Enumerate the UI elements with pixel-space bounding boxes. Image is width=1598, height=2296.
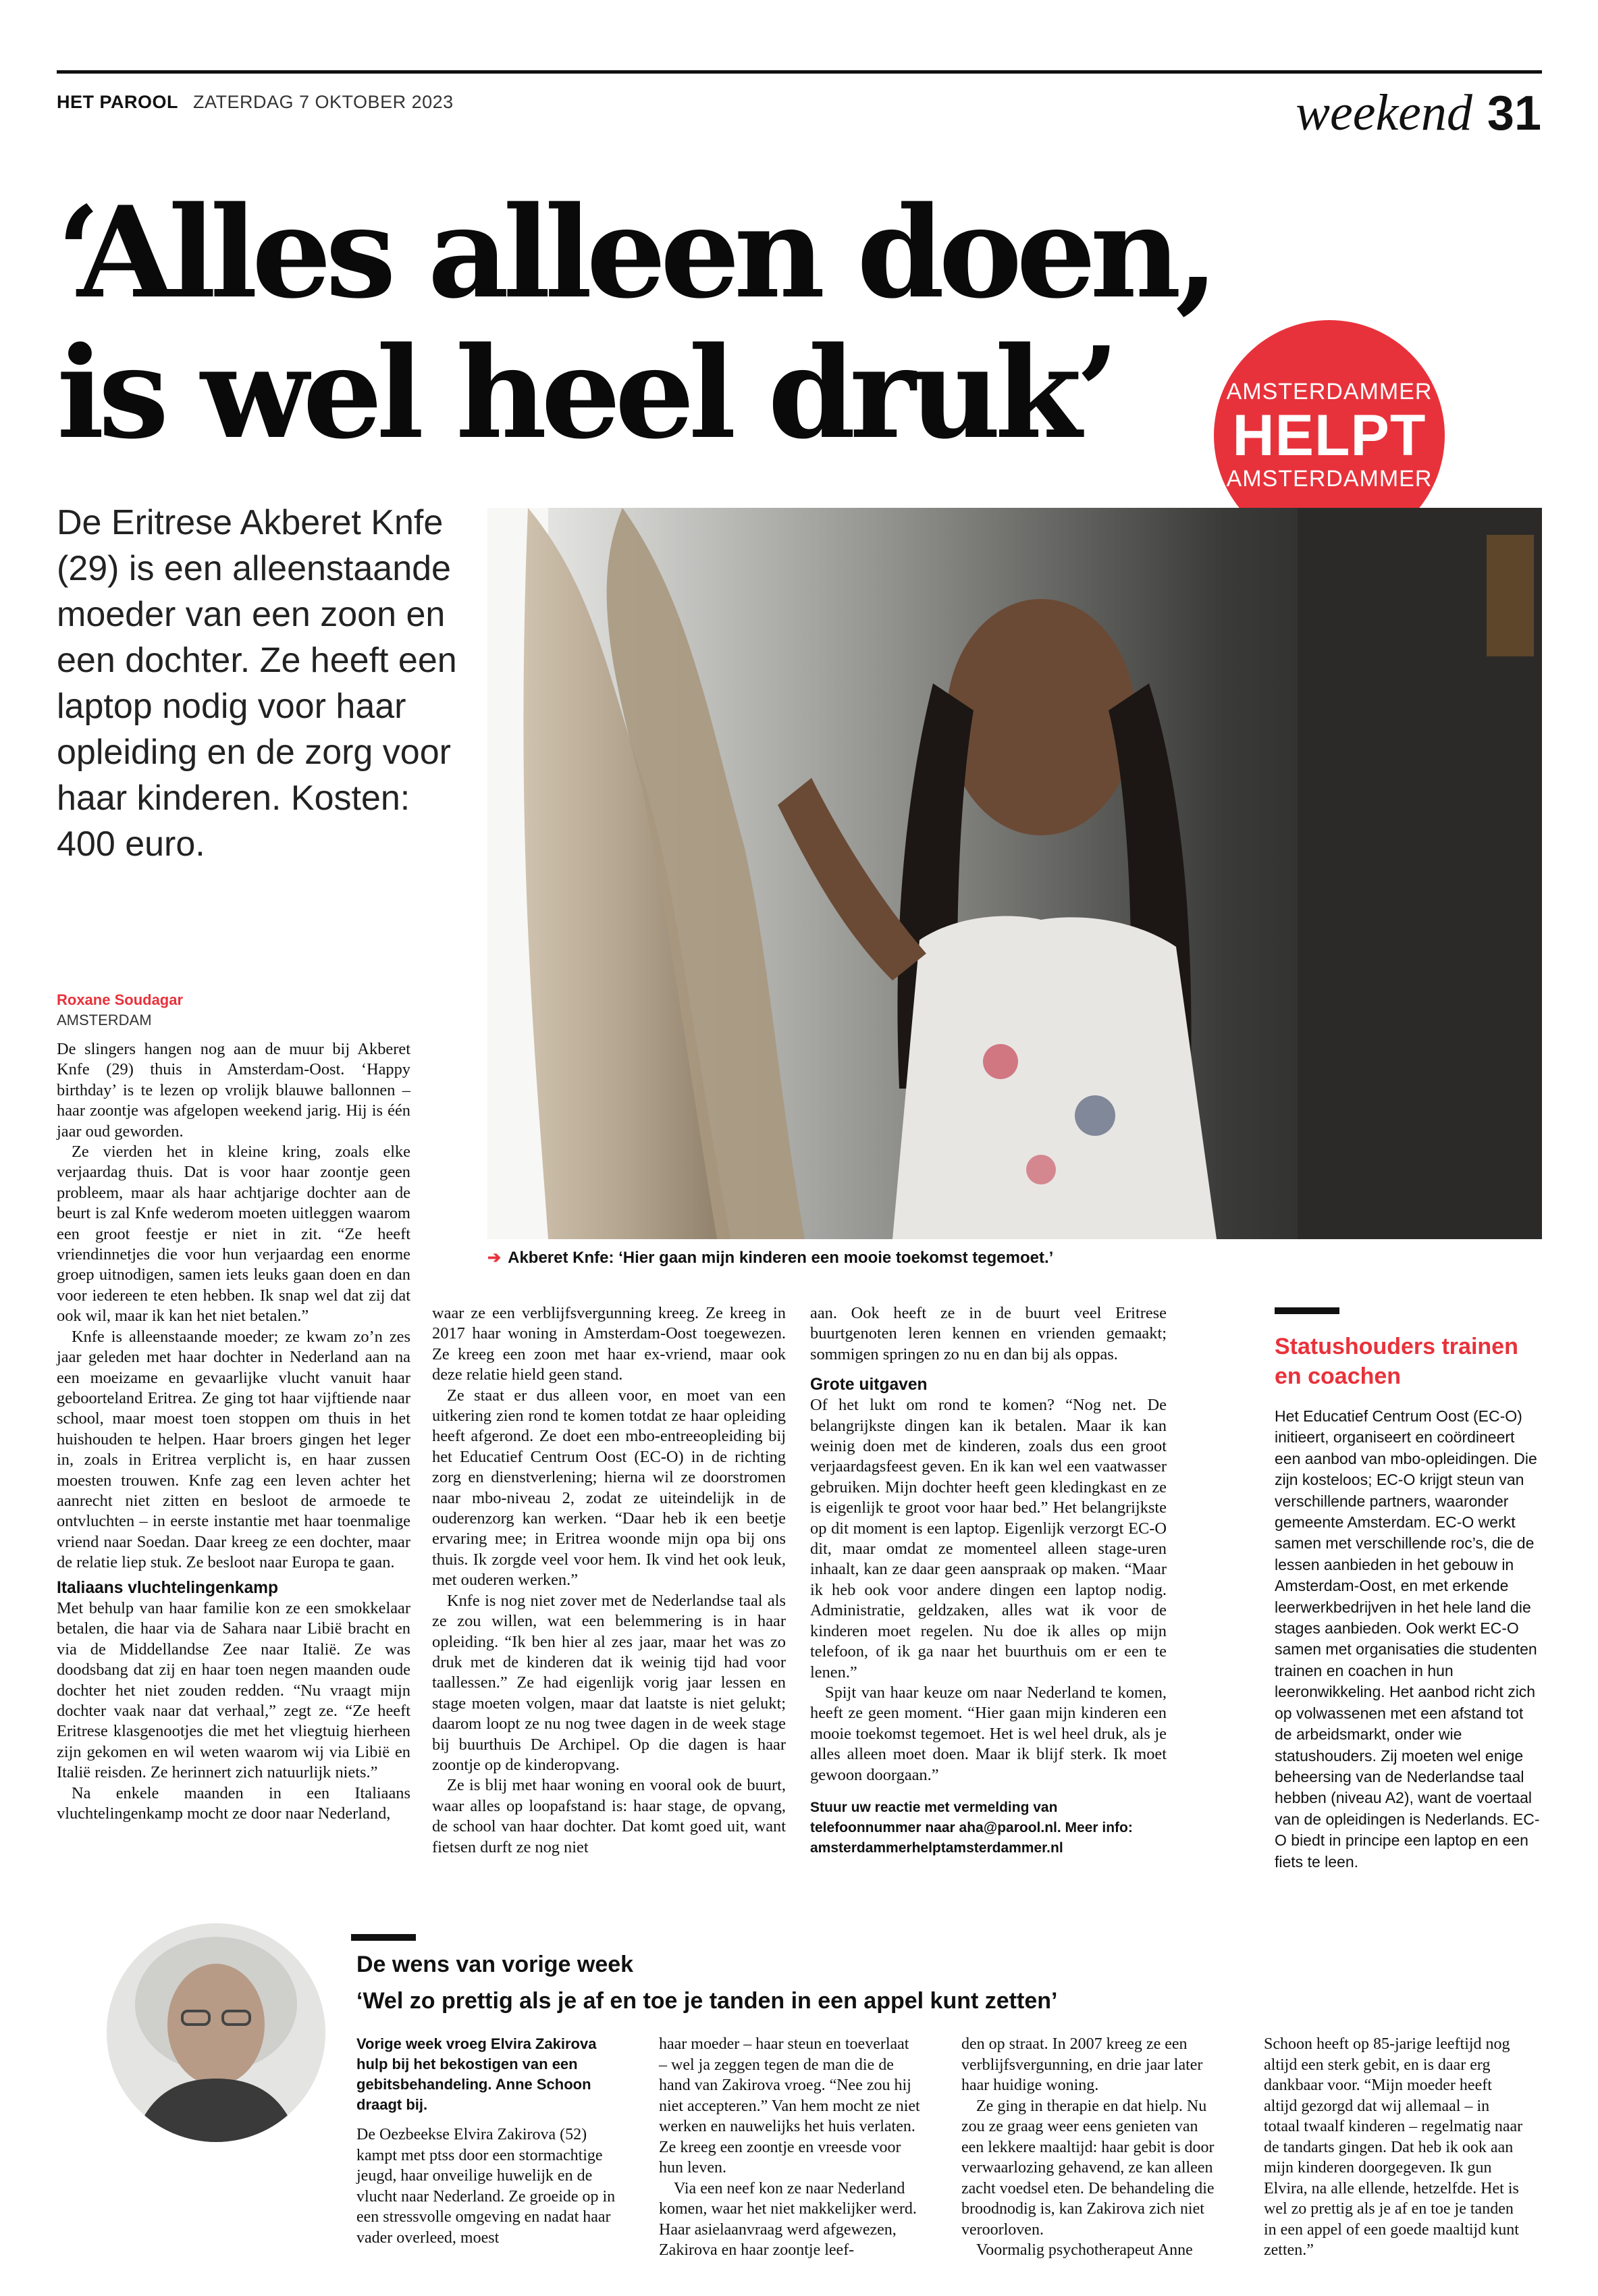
paragraph: Of het lukt om rond te komen? “Nog net. De belangrijkste dingen kan ik betalen. Maar ik kan weinig doen met de kinderen, zoals dus een groot verjaardagsfeest geven. En ik kan wel een vaatwasser gebruiken. Mijn dochter heeft geen kledingkast en ze is eigenlijk te groot voor haar bed.” Het belangrijkste op dit moment is een laptop. Eigenlijk verzorgt EC-O dit, maar omdat ze momenteel alleen stage-uren inhaalt, kan ze daar geen aanspraak op maken. “Maar ik heb ook voor andere dingen een laptop nodig. Administratie, geldzaken, alles wat ik voor de kinderen moet regelen. Nu doe ik alles op mijn telefoon, of ik ga naar het buurthuis om er een te lenen.”: [810, 1396, 1167, 1681]
issue-date: ZATERDAG 7 OKTOBER 2023: [193, 92, 454, 112]
headline-line-1: ‘Alles alleen doen,: [57, 178, 1213, 326]
portrait-illustration: [107, 1923, 325, 2142]
article-column-1-continued: [57, 1573, 410, 1824]
paragraph: Ze is blij met haar woning en vooral ook de buurt, waar alles op loopafstand is: haar stage, de opvang, de school van haar dochter. Dat komt goed uit, want fietsen durft ze nog niet: [432, 1776, 786, 1856]
paper-name: HET PAROOL: [57, 92, 178, 112]
paragraph: waar ze een verblijfsvergunning kreeg. Ze kreeg in 2017 haar woning in Amsterdam-Oost toegewezen. Ze kreeg een zoon met haar ex-vriend, maar ook deze relatie hield geen stand.: [432, 1304, 786, 1384]
caption-text: Akberet Knfe: ‘Hier gaan mijn kinderen een mooie toekomst tegemoet.’: [508, 1249, 1054, 1267]
masthead: [57, 92, 454, 113]
sidebar-body: Het Educatief Centrum Oost (EC-O) initieert, organiseert en coördineert een aanbod van mbo-opleidingen. Die zijn kosteloos; EC-O krijgt steun van verschillende partners, waaronder gemeente Amsterdam. EC-O werkt samen met verschillende roc’s, die de lessen aanbieden in het gebouw in Amsterdam-Oost, en met erkende leerwerkbedrijven in het hele land die stages aanbieden. Ook werkt EC-O samen met organisaties die studenten trainen en coachen in hun leeronwikkeling. Het aanbod richt zich op volwassenen met een afstand tot de arbeidsmarkt, onder wie statushouders. Zij moeten wel enige beheersing van de Nederlandse taal hebben (niveau A2), want de voertaal van de opleidingen is Nederlands. EC-O biedt in principe een laptop en een fiets te leen.: [1275, 1407, 1540, 1871]
subheading: Grote uitgaven: [810, 1376, 928, 1394]
wens-rule: [351, 1934, 416, 1941]
paragraph: De Oezbeekse Elvira Zakirova (52) kampt met ptss door een stormachtige jeugd, haar onveilige huwelijk en de vlucht naar Nederland. Ze groeide op in een stressvolle omgeving en nadat haar vader overleed, moest: [356, 2126, 616, 2247]
paragraph: Spijt van haar keuze om naar Nederland te komen, heeft ze geen moment. “Hier gaan mijn kinderen een mooie toekomst tegemoet. Het is wel heel druk, als je alles alleen moet doen. Maar ik blijf sterk. Ik moet gewoon doorgaan.”: [810, 1683, 1167, 1784]
anne-schoon-portrait: [107, 1923, 325, 2142]
sidebar-rule: [1275, 1307, 1339, 1314]
paragraph: Ze staat er dus alleen voor, en moet van een uitkering zien rond te komen totdat ze haar opleiding heeft afgerond. Ze doet een mbo-entreeopleiding bij het Educatief Centrum Oost (EC-O) in de richting zorg en dienstverlening; hierna wil ze doorstromen naar mbo-niveau 2, zodat ze uiteindelijk in de ouderenzorg kan werken. “Daar heb ik een beetje ervaring mee; in Eritrea woonde mijn opa bij ons thuis. Ik zorgde veel voor hem. Ik vind het ook leuk, met ouderen werken.”: [432, 1386, 786, 1590]
sidebar-title: Statushouders trainen en coachen: [1275, 1334, 1518, 1389]
headline: [57, 178, 1213, 467]
badge-bottom: AMSTERDAMMER: [1226, 466, 1433, 492]
article-column-2: [432, 1303, 786, 1858]
byline-place: AMSTERDAM: [57, 1012, 152, 1028]
portrait-photo: [487, 508, 1542, 1239]
wens-column-3: [961, 2034, 1223, 2261]
wens-column-2: [659, 2034, 921, 2261]
paragraph: Knfe is nog niet zover met de Nederlandse taal als ze zou willen, wat een belemmering is in haar opleiding. “Ik ben hier al zes jaar, maar het was zo druk met de kinderen dat ik weinig tijd had voor taallessen.” Ze had eigenlijk vorig jaar lessen en stage moeten volgen, maar dat laatste is niet gelukt; daarom loopt ze nu nog twee dagen in de week stage bij buurthuis De Archipel. Op die dagen is haar zoontje op de kinderopvang.: [432, 1591, 786, 1774]
paragraph: Ze ging in therapie en dat hielp. Nu zou ze graag weer eens genieten van een lekkere maaltijd: haar gebit is door verwaarlozing gehavend, ze kan alleen zacht voedsel eten. De behandeling die broodnodig is, kan Zakirova zich niet veroorloven.: [961, 2097, 1215, 2239]
article-column-1: [57, 1039, 410, 1573]
headline-line-2: is wel heel druk’: [57, 319, 1114, 467]
wens-subtitle: ‘Wel zo prettig als je af en toe je tanden in een appel kunt zetten’: [356, 1988, 1058, 2014]
section-name: weekend: [1296, 84, 1472, 141]
article-column-3: [810, 1303, 1167, 1858]
wens-lead: Vorige week vroeg Elvira Zakirova hulp bij het bekostigen van een gebitsbehandeling. Anne Schoon draagt bij.: [356, 2035, 597, 2113]
page-number: 31: [1487, 86, 1541, 140]
subheading: Italiaans vluchtelingenkamp: [57, 1579, 279, 1597]
top-rule: [57, 70, 1542, 74]
photo-caption: [487, 1248, 1053, 1268]
wens-column-1: [356, 2034, 618, 2248]
paragraph: Knfe is alleenstaande moeder; ze kwam zo’n zes jaar geleden met haar dochter in Nederland aan na een moeizame en gevaarlijke vlucht vanuit haar geboorteland Eritrea. Ze ging tot haar vijftiende naar school, maar moest toen stoppen om thuis in het huishouden te helpen. Haar broers gingen het leger in, zoals in Eritrea verplicht is, en haar zussen moesten trouwen. Knfe zag een leven achter het aanrecht niet zitten en besloot de armoede te ontvluchten – in eerste instantie met haar toenmalige vriend naar Soedan. Daar kreeg ze een dochter, maar de relatie liep stuk. Ze besloot naar Europa te gaan.: [57, 1327, 410, 1572]
paragraph: Met behulp van haar familie kon ze een smokkelaar betalen, die haar via de Sahara naar Libië bracht en via de Middellandse Zee naar Italië. Ze was doodsbang dat zij en haar toen negen maanden oude dochter het niet zouden redden. “Nu vraagt mijn dochter vaak naar dat verhaal,” zegt ze. “Ze heeft Eritrese klasgenootjes die met het vliegtuig hierheen zijn gekomen en wil weten waarom wij via Libië en Italië reisden. Ze herinnert zich natuurlijk niets.”: [57, 1599, 410, 1782]
byline-author: Roxane Soudagar: [57, 991, 184, 1008]
paragraph: Na enkele maanden in een Italiaans vluchtelingenkamp mocht ze door naar Nederland,: [57, 1783, 410, 1823]
sidebar-box: [1275, 1307, 1542, 1873]
wens-column-4: [1264, 2034, 1526, 2261]
paragraph: De slingers hangen nog aan de muur bij Akberet Knfe (29) thuis in Amsterdam-Oost. ‘Happy birthday’ is te lezen op vrolijk blauwe ballonnen – haar zoontje was afgelopen weekend jarig. Hij is één jaar oud geworden.: [57, 1040, 410, 1141]
paragraph: haar moeder – haar steun en toeverlaat – wel ja zeggen tegen de man die de hand van Zakirova vroeg. “Nee zou hij niet accepteren.” Van hem mocht ze niet werken en nauwelijks het huis verlaten. Ze kreeg een zoontje en vreesde voor hun leven.: [659, 2035, 920, 2176]
wens-title: De wens van vorige week: [356, 1952, 634, 1977]
paragraph: Ze vierden het in kleine kring, zoals elke verjaardag thuis. Dat is voor haar zoontje geen probleem, maar als haar achtjarige dochter aan de beurt is zal Knfe wederom moeten uitleggen waarom een groot feestje er niet in zit. “Ze heeft vriendinnetjes die voor hun verjaardag een enorme groep uitnodigen, samen iets leuks gaan doen en dan voor iedereen te eten hebben. Ik snap wel dat zij dat ook wil, maar ik kan het niet betalen.”: [57, 1143, 410, 1326]
paragraph: Voormalig psychotherapeut Anne: [976, 2241, 1193, 2259]
paragraph: Via een neef kon ze naar Nederland komen, waar het niet makkelijker werd. Haar asielaanvraag werd afgewezen, Zakirova en haar zoontje leef-: [659, 2179, 917, 2259]
contact-note: Stuur uw reactie met vermelding van telefoonnummer naar aha@parool.nl. Meer info: amsterdammerhelptamsterdammer.nl: [810, 1799, 1133, 1856]
arrow-right-icon: ➔: [487, 1249, 502, 1267]
section-header: [1296, 84, 1541, 142]
paragraph: aan. Ook heeft ze in de buurt veel Eritrese buurtgenoten leren kennen en vrienden gemaakt; sommigen springen zo nu en dan bij als oppas.: [810, 1304, 1167, 1363]
photo-illustration: [487, 508, 1542, 1239]
badge-middle: HELPT: [1232, 403, 1427, 468]
byline: [57, 990, 183, 1030]
paragraph: Schoon heeft op 85-jarige leeftijd nog altijd een sterk gebit, en is daar erg dankbaar voor. “Mijn moeder heeft altijd gezorgd dat wij allemaal – in totaal twaalf kinderen – regelmatig naar de tandarts gingen. Dat heb ik ook aan mijn kinderen doorgegeven. Ik gun Elvira, na alle ellende, hetzelfde. Het is wel zo prettig als je af en toe je tanden in een appel of een goede maaltijd kunt zetten.”: [1264, 2035, 1523, 2259]
paragraph: den op straat. In 2007 kreeg ze een verblijfsvergunning, en drie jaar later haar huidige woning.: [961, 2035, 1203, 2094]
badge-top: AMSTERDAMMER: [1226, 379, 1433, 405]
intro-text: De Eritrese Akberet Knfe (29) is een alleenstaande moeder van een zoon en een dochter. Ze heeft een laptop nodig voor haar opleiding en de zorg voor haar kinderen. Kosten: 400 euro.: [57, 503, 457, 864]
